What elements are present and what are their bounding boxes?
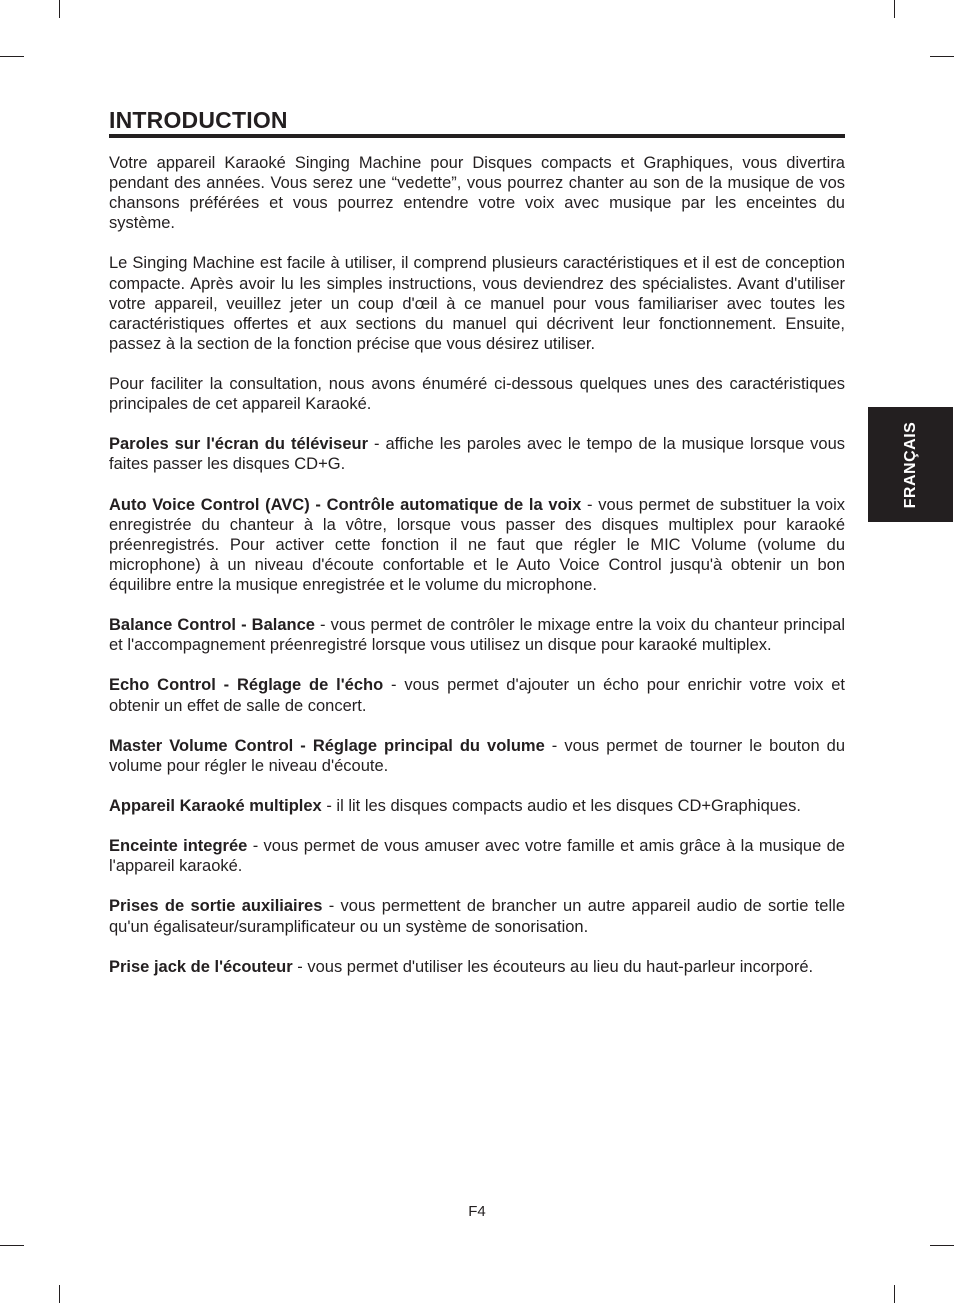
paragraph-intro-3 xyxy=(109,374,845,414)
feature-multiplex xyxy=(109,796,845,816)
body-text xyxy=(109,153,845,997)
title-underline xyxy=(109,134,845,138)
paragraph-intro-1 xyxy=(109,153,845,233)
paragraph-intro-2 xyxy=(109,253,845,353)
feature-name: Prises de sortie auxiliaires xyxy=(109,897,323,916)
crop-mark-left-bottom xyxy=(0,1245,24,1246)
feature-name: Paroles sur l'écran du téléviseur xyxy=(109,435,368,454)
feature-avc xyxy=(109,495,845,595)
crop-mark-top-right xyxy=(894,0,895,18)
feature-name: Appareil Karaoké multiplex xyxy=(109,797,322,815)
feature-aux-output xyxy=(109,896,845,936)
language-tab xyxy=(868,407,953,522)
crop-mark-top-left xyxy=(59,0,60,18)
feature-lyrics-on-tv xyxy=(109,434,845,474)
feature-built-in-speaker xyxy=(109,836,845,876)
crop-mark-bottom-left xyxy=(59,1285,60,1303)
feature-name: Auto Voice Control (AVC) - Contrôle automatique de la voix xyxy=(109,495,582,514)
feature-description: - affiche les paroles avec le tempo de la musique lorsque vous faites passer les disques CD+G. xyxy=(109,435,845,474)
feature-description: - vous permet de tourner le bouton du volume pour régler le niveau d'écoute. xyxy=(109,736,846,775)
feature-name: Balance Control - Balance xyxy=(109,616,315,635)
feature-description: - il lit les disques compacts audio et les disques CD+Graphiques. xyxy=(321,797,801,815)
feature-description: - vous permet de substituer la voix enregistrée du chanteur à la vôtre, lorsque vous passer des disques multiplex pour karaoké préenregistrés. Pour activer cette fonction il ne faut que régler le MIC Volume (volume du microphone) à un niveau d'écoute confortable et le Auto Voice Control jusqu'à obtenir un bon équilibre entre la musique enregistrée et le volume du microphone. xyxy=(109,495,845,594)
page-title: INTRODUCTION xyxy=(109,107,288,133)
feature-name: Master Volume Control - Réglage principal du volume xyxy=(109,736,545,755)
feature-echo xyxy=(109,675,845,715)
crop-mark-right-top xyxy=(930,56,954,57)
feature-balance xyxy=(109,615,845,655)
paragraph-text: Votre appareil Karaoké Singing Machine pour Disques compacts et Graphiques, vous divertira pendant des années. Vous serez une “vedette”, vous pourrez chanter au son de la musique de vos chansons préférées et vous pourrez entendre votre voix avec musique par les enceintes du système. xyxy=(109,154,845,233)
feature-name: Echo Control - Réglage de l'écho xyxy=(109,676,384,695)
feature-headphone-jack xyxy=(109,957,845,977)
crop-mark-left-top xyxy=(0,56,24,57)
feature-description: - vous permettent de brancher un autre appareil audio de sortie telle qu'un égalisateur/suramplificateur ou un système de sonorisation. xyxy=(109,897,845,936)
crop-mark-right-bottom xyxy=(930,1245,954,1246)
paragraph-text: Le Singing Machine est facile à utiliser, il comprend plusieurs caractéristiques et il est de conception compacte. Après avoir lu les simples instructions, vous deviendrez des spécialistes. Avant d'utiliser votre appareil, veuillez jeter un coup d'œil à ce manuel pour vous familiariser avec toutes les caractéristiques offertes et aux sections du manuel qui décrivent leur fonctionnement. Ensuite, passez à la section de la fonction précise que vous désirez utiliser. xyxy=(109,254,845,353)
paragraph-text: Pour faciliter la consultation, nous avons énuméré ci-dessous quelques unes des caractéristiques principales de cet appareil Karaoké. xyxy=(109,375,845,414)
language-tab-label: FRANÇAIS xyxy=(901,421,919,508)
feature-name: Prise jack de l'écouteur xyxy=(109,957,293,976)
feature-name: Enceinte integrée xyxy=(109,837,248,856)
feature-description: - vous permet d'ajouter un écho pour enrichir votre voix et obtenir un effet de salle de concert. xyxy=(109,676,846,715)
crop-mark-bottom-right xyxy=(894,1285,895,1303)
page-number: F4 xyxy=(468,1203,486,1220)
feature-description: - vous permet de contrôler le mixage entre la voix du chanteur principal et l'accompagnement préenregistré lorsque vous utilisez un disque pour karaoké multiplex. xyxy=(109,616,845,655)
feature-master-volume xyxy=(109,736,845,776)
feature-description: - vous permet de vous amuser avec votre famille et amis grâce à la musique de l'appareil karaoké. xyxy=(109,837,845,876)
feature-description: - vous permet d'utiliser les écouteurs au lieu du haut-parleur incorporé. xyxy=(292,957,814,976)
